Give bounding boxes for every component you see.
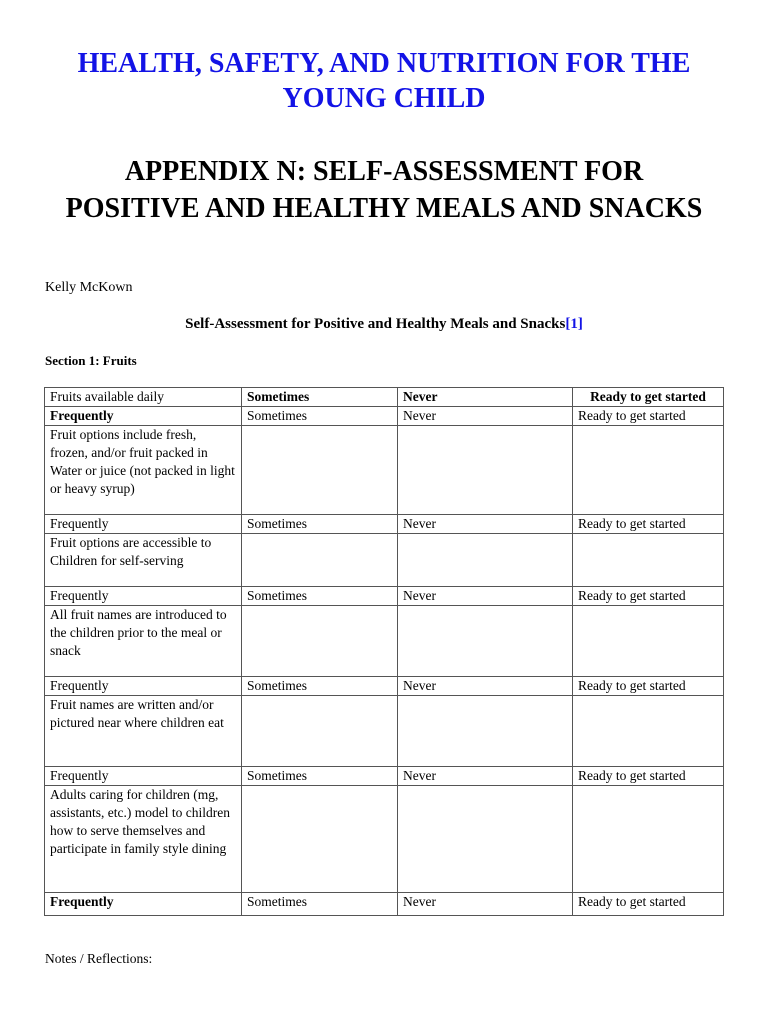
table-header-row bbox=[45, 388, 724, 407]
rating-sometimes: Sometimes bbox=[242, 767, 398, 786]
author-name: Kelly McKown bbox=[45, 280, 133, 295]
rating-row bbox=[45, 767, 724, 786]
header-cell: Fruits available daily bbox=[45, 388, 242, 407]
rating-frequently: Frequently bbox=[45, 515, 242, 534]
notes-label: Notes / Reflections: bbox=[45, 951, 153, 966]
rating-row bbox=[45, 893, 724, 916]
rating-frequently: Frequently bbox=[45, 677, 242, 696]
rating-ready: Ready to get started bbox=[573, 587, 724, 606]
rating-frequently: Frequently bbox=[45, 767, 242, 786]
header-cell: Never bbox=[398, 388, 573, 407]
header-cell: Sometimes bbox=[242, 388, 398, 407]
rating-sometimes: Sometimes bbox=[242, 515, 398, 534]
rating-never: Never bbox=[398, 893, 573, 916]
document-title-text: Self-Assessment for Positive and Healthy Meals and Snacks bbox=[185, 316, 566, 332]
empty-cell bbox=[573, 534, 724, 587]
rating-ready: Ready to get started bbox=[573, 515, 724, 534]
empty-cell bbox=[573, 696, 724, 767]
rating-sometimes: Sometimes bbox=[242, 893, 398, 916]
item-text: Adults caring for children (mg, assistants, etc.) model to children how to serve themselves and participate in family style dining bbox=[45, 786, 242, 893]
rating-row bbox=[45, 587, 724, 606]
item-row bbox=[45, 534, 724, 587]
rating-row bbox=[45, 407, 724, 426]
empty-cell bbox=[573, 426, 724, 515]
rating-sometimes: Sometimes bbox=[242, 677, 398, 696]
section-heading: Section 1: Fruits bbox=[45, 353, 137, 368]
item-row bbox=[45, 606, 724, 677]
header-cell: Ready to get started bbox=[573, 388, 724, 407]
rating-ready: Ready to get started bbox=[573, 677, 724, 696]
item-text: Fruit options are accessible to Children for self-serving bbox=[45, 534, 242, 587]
rating-never: Never bbox=[398, 767, 573, 786]
rating-ready: Ready to get started bbox=[573, 893, 724, 916]
assessment-table bbox=[44, 387, 724, 916]
empty-cell bbox=[573, 786, 724, 893]
rating-never: Never bbox=[398, 677, 573, 696]
empty-cell bbox=[242, 606, 398, 677]
rating-sometimes: Sometimes bbox=[242, 587, 398, 606]
rating-never: Never bbox=[398, 587, 573, 606]
empty-cell bbox=[398, 606, 573, 677]
empty-cell bbox=[242, 786, 398, 893]
chapter-title: APPENDIX N: SELF-ASSESSMENT FOR POSITIVE AND HEALTHY MEALS AND SNACKS bbox=[65, 156, 703, 224]
rating-ready: Ready to get started bbox=[573, 767, 724, 786]
item-row bbox=[45, 426, 724, 515]
rating-frequently: Frequently bbox=[45, 587, 242, 606]
rating-frequently: Frequently bbox=[45, 407, 242, 426]
empty-cell bbox=[398, 426, 573, 515]
rating-frequently: Frequently bbox=[45, 893, 242, 916]
item-text: Fruit names are written and/or pictured near where children eat bbox=[45, 696, 242, 767]
footnote-link[interactable]: [1] bbox=[565, 316, 583, 332]
item-row bbox=[45, 696, 724, 767]
rating-never: Never bbox=[398, 407, 573, 426]
empty-cell bbox=[398, 534, 573, 587]
book-title: HEALTH, SAFETY, AND NUTRITION FOR THE YOUNG CHILD bbox=[77, 48, 691, 114]
rating-ready: Ready to get started bbox=[573, 407, 724, 426]
item-text: Fruit options include fresh, frozen, and/or fruit packed in Water or juice (not packed in light or heavy syrup) bbox=[45, 426, 242, 515]
rating-row bbox=[45, 515, 724, 534]
rating-row bbox=[45, 677, 724, 696]
rating-sometimes: Sometimes bbox=[242, 407, 398, 426]
empty-cell bbox=[398, 786, 573, 893]
empty-cell bbox=[398, 696, 573, 767]
empty-cell bbox=[242, 696, 398, 767]
document-title bbox=[40, 316, 728, 333]
rating-never: Never bbox=[398, 515, 573, 534]
empty-cell bbox=[242, 426, 398, 515]
item-row bbox=[45, 786, 724, 893]
empty-cell bbox=[573, 606, 724, 677]
item-text: All fruit names are introduced to the children prior to the meal or snack bbox=[45, 606, 242, 677]
empty-cell bbox=[242, 534, 398, 587]
